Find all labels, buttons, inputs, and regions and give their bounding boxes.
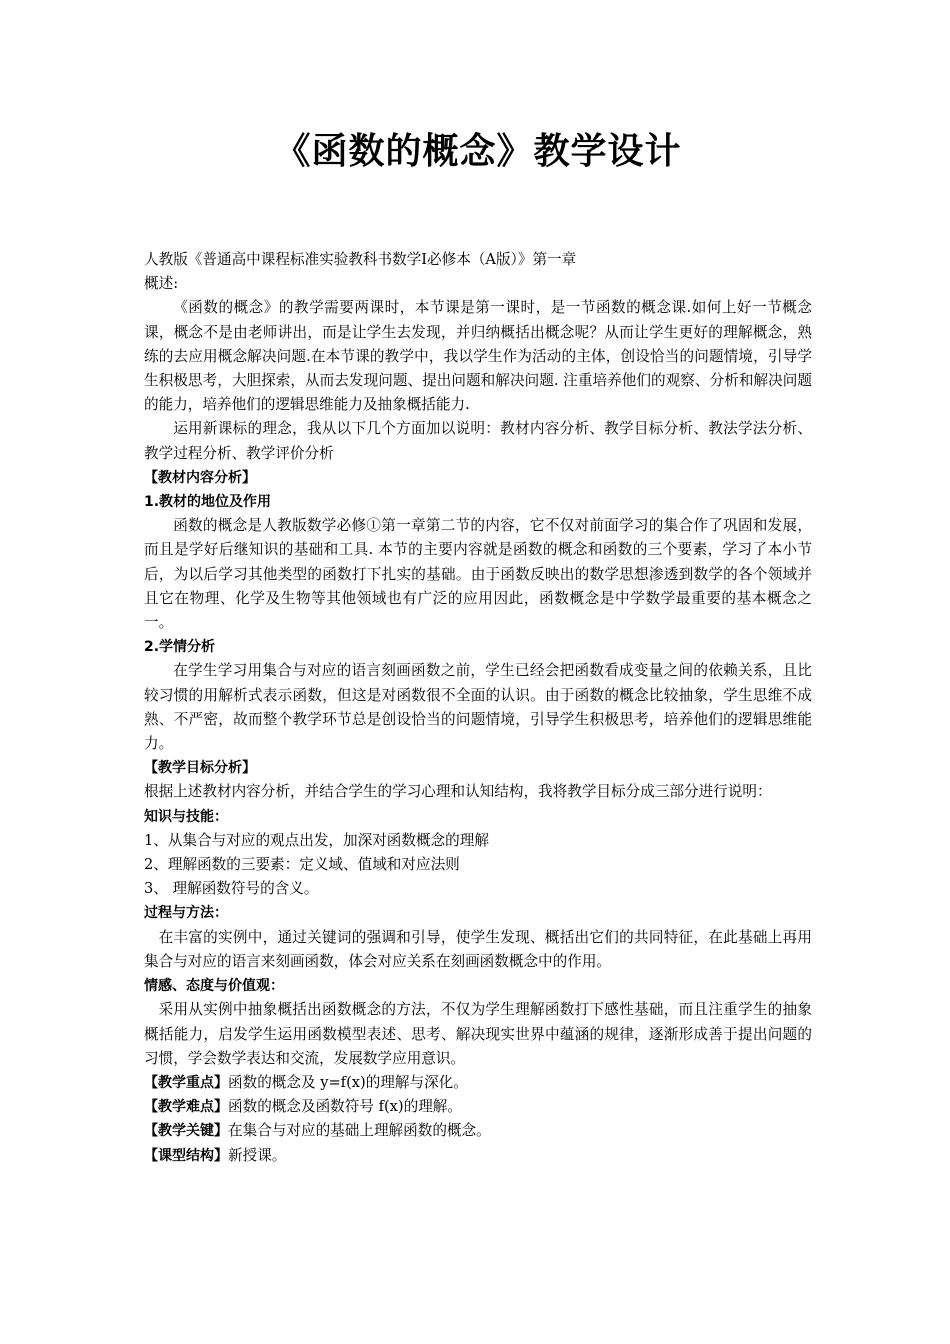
knowledge-item: 3、 理解函数符号的含义。	[144, 880, 319, 898]
knowledge-skills-label: 知识与技能：	[144, 808, 228, 825]
document-title: 《函数的概念》教学设计	[274, 131, 682, 172]
lesson-structure-line	[144, 1144, 812, 1168]
overview-paragraph-2: 运用新课标的理念，我从以下几个方面加以说明：教材内容分析、教学目标分析、教法学法分析、教学过程分析、教学评价分析	[144, 420, 812, 462]
teaching-crux-label: 【教学关键】	[144, 1123, 228, 1140]
section-heading-objectives: 【教学目标分析】	[144, 760, 256, 777]
teaching-key-line	[144, 1071, 812, 1095]
content-analysis-paragraph-2: 在学生学习用集合与对应的语言刻画函数之前，学生已经会把函数看成变量之间的依赖关系，且比较习惯的用解析式表示函数，但这是对函数很不全面的认识。由于函数的概念比较抽象，学生思维不成熟、不严密，故而整个教学环节总是创设恰当的问题情境，引导学生积极思考，培养他们的逻辑思维能力。	[144, 662, 812, 753]
emotion-values-text: 采用从实例中抽象概括出函数概念的方法，不仅为学生理解函数打下感性基础，而且注重学生的抽象概括能力，启发学生运用函数模型表述、思考、解决现实世界中蕴涵的规律，逐渐形成善于提出问题的习惯，学会数学表达和交流，发展数学应用意识。	[144, 1001, 812, 1067]
knowledge-item: 2、理解函数的三要素：定义域、值域和对应法则	[144, 856, 460, 874]
teaching-crux-line	[144, 1119, 812, 1143]
section-heading-content-analysis: 【教材内容分析】	[144, 469, 256, 486]
lesson-structure-text: 新授课。	[228, 1146, 287, 1164]
process-methods-text: 在丰富的实例中，通过关键词的强调和引导，使学生发现、概括出它们的共同特征，在此基础上再用集合与对应的语言来刻画函数，体会对应关系在刻画函数概念中的作用。	[144, 928, 812, 970]
content-analysis-paragraph-1: 函数的概念是人教版数学必修①第一章第二节的内容，它不仅对前面学习的集合作了巩固和发展，而且是学好后继知识的基础和工具. 本节的主要内容就是函数的概念和函数的三个要素，学习了本小节后，为以后学习其他类型的函数打下扎实的基础。由于函数反映出的数学思想渗透到数学的各个领域并且它在物理、化学及生物等其他领域也有广泛的应用因此，函数概念是中学数学最重要的基本概念之一。	[144, 517, 812, 632]
objectives-intro: 根据上述教材内容分析，并结合学生的学习心理和认知结构，我将教学目标分成三部分进行说明：	[144, 783, 772, 801]
overview-label: 概述:	[144, 275, 179, 293]
knowledge-item: 1、从集合与对应的观点出发，加深对函数概念的理解	[144, 831, 489, 849]
process-methods-label: 过程与方法：	[144, 905, 228, 922]
emotion-values-label: 情感、态度与价值观：	[144, 978, 284, 995]
source-line: 人教版《普通高中课程标准实验教科书数学Ⅰ必修本（A版）》第一章	[144, 251, 577, 268]
document-body	[144, 248, 812, 1168]
overview-paragraph-1: 《函数的概念》的教学需要两课时，本节课是第一课时，是一节函数的概念课.如何上好一节概念课，概念不是由老师讲出，而是让学生去发现，并归纳概括出概念呢？从而让学生更好的理解概念，熟练的去应用概念解决问题.在本节课的教学中，我以学生作为活动的主体，创设恰当的问题情境，引导学生积极思考，大胆探索，从而去发现问题、提出问题和解决问题. 注重培养他们的观察、分析和解决问题的能力，培养他们的逻辑思维能力及抽象概括能力.	[144, 299, 812, 414]
teaching-crux-text: 在集合与对应的基础上理解函数的概念。	[228, 1122, 491, 1140]
teaching-key-label: 【教学重点】	[144, 1074, 228, 1091]
teaching-key-text: 函数的概念及 y=f(x)的理解与深化。	[228, 1073, 468, 1091]
subheading-learner-analysis: 2.学情分析	[144, 639, 216, 656]
teaching-difficulty-label: 【教学难点】	[144, 1099, 228, 1116]
lesson-structure-label: 【课型结构】	[144, 1147, 228, 1164]
teaching-difficulty-text: 函数的概念及函数符号 f(x)的理解。	[228, 1098, 462, 1116]
teaching-difficulty-line	[144, 1095, 812, 1119]
subheading-status-role: 1.教材的地位及作用	[144, 494, 272, 511]
